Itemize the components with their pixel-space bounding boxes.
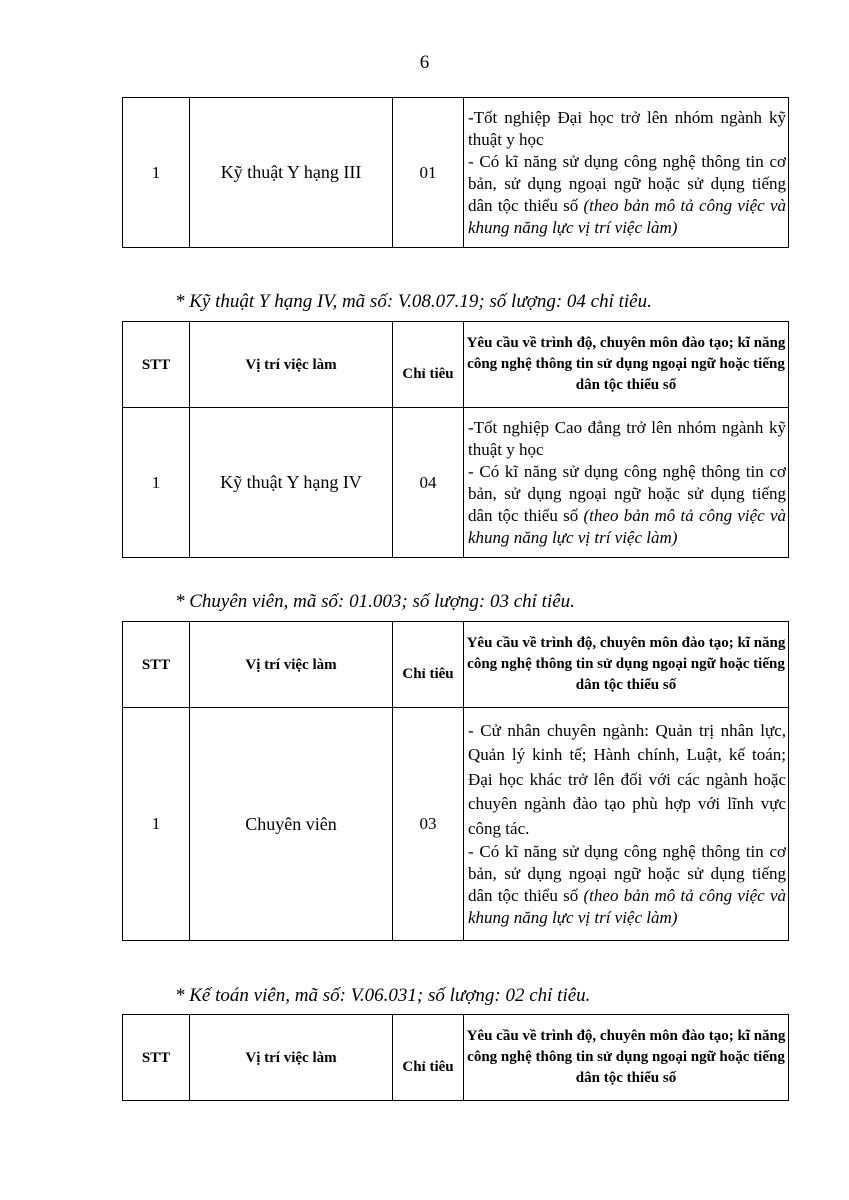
stt-cell: 1 xyxy=(123,708,190,941)
table-header-row xyxy=(123,622,789,708)
quota-cell: 01 xyxy=(393,98,464,248)
stt-cell: 1 xyxy=(123,408,190,558)
stt-cell: 1 xyxy=(123,98,190,248)
header-position: Vị trí việc làm xyxy=(190,322,393,408)
header-quota: Chỉ tiêu xyxy=(393,622,464,708)
requirement-note: (theo bản mô tả công việc và khung năng lực vị trí việc làm) xyxy=(468,886,787,928)
requirement-note: (theo bản mô tả công việc và khung năng lực vị trí việc làm) xyxy=(468,505,787,547)
requirement-degree: - Cử nhân chuyên ngành: Quản trị nhân lực, Quản lý kinh tế; Hành chính, Luật, kế toán; Đại học khác trở lên đối với các ngành hoặc chuyên ngành đào tạo phù hợp với lĩnh vực công tác. xyxy=(468,720,786,838)
requirement-degree: -Tốt nghiệp Đại học trở lên nhóm ngành kỹ thuật y học xyxy=(468,107,786,149)
requirement-skills: - Có kĩ năng sử dụng công nghệ thông tin cơ bản, sử dụng ngoại ngữ hoặc sử dụng tiếng dân tộc thiểu số (theo bản mô tả công việc và khung năng lực vị trí việc làm) xyxy=(468,461,787,547)
requirements-cell xyxy=(464,98,789,248)
header-requirements: Yêu cầu về trình độ, chuyên môn đào tạo; kĩ năng công nghệ thông tin sử dụng ngoại ngữ hoặc tiếng dân tộc thiểu số xyxy=(464,622,789,708)
header-quota: Chỉ tiêu xyxy=(393,322,464,408)
header-stt: STT xyxy=(123,322,190,408)
requirement-skills: - Có kĩ năng sử dụng công nghệ thông tin cơ bản, sử dụng ngoại ngữ hoặc sử dụng tiếng dân tộc thiểu số (theo bản mô tả công việc và khung năng lực vị trí việc làm) xyxy=(468,842,787,928)
header-requirements: Yêu cầu về trình độ, chuyên môn đào tạo; kĩ năng công nghệ thông tin sử dụng ngoại ngữ hoặc tiếng dân tộc thiểu số xyxy=(464,322,789,408)
requirement-skills: - Có kĩ năng sử dụng công nghệ thông tin cơ bản, sử dụng ngoại ngữ hoặc sử dụng tiếng dân tộc thiểu số (theo bản mô tả công việc và khung năng lực vị trí việc làm) xyxy=(468,151,787,237)
position-cell: Chuyên viên xyxy=(190,708,393,941)
header-position: Vị trí việc làm xyxy=(190,1015,393,1101)
table-header-row xyxy=(123,1015,789,1101)
section-heading-ky-thuat-y-hang-iv: * Kỹ thuật Y hạng IV, mã số: V.08.07.19; số lượng: 04 chỉ tiêu. xyxy=(175,291,652,312)
quota-cell: 04 xyxy=(393,408,464,558)
quota-cell: 03 xyxy=(393,708,464,941)
header-position: Vị trí việc làm xyxy=(190,622,393,708)
table-row xyxy=(123,708,789,941)
table-ke-toan-vien xyxy=(122,1014,789,1101)
requirement-degree: -Tốt nghiệp Cao đẳng trở lên nhóm ngành kỹ thuật y học xyxy=(468,417,786,459)
requirements-cell xyxy=(464,708,789,941)
page-number: 6 xyxy=(419,52,430,73)
header-requirements: Yêu cầu về trình độ, chuyên môn đào tạo; kĩ năng công nghệ thông tin sử dụng ngoại ngữ hoặc tiếng dân tộc thiểu số xyxy=(464,1015,789,1101)
section-heading-chuyen-vien: * Chuyên viên, mã số: 01.003; số lượng: 03 chỉ tiêu. xyxy=(175,591,575,612)
position-cell: Kỹ thuật Y hạng III xyxy=(190,98,393,248)
table-chuyen-vien xyxy=(122,621,789,941)
table-row xyxy=(123,98,789,248)
table-ky-thuat-y-hang-iii xyxy=(122,97,789,248)
requirements-cell xyxy=(464,408,789,558)
table-ky-thuat-y-hang-iv xyxy=(122,321,789,558)
requirement-note: (theo bản mô tả công việc và khung năng lực vị trí việc làm) xyxy=(468,195,787,237)
position-cell: Kỹ thuật Y hạng IV xyxy=(190,408,393,558)
section-heading-ke-toan-vien: * Kế toán viên, mã số: V.06.031; số lượng: 02 chỉ tiêu. xyxy=(175,985,591,1006)
header-stt: STT xyxy=(123,622,190,708)
table-header-row xyxy=(123,322,789,408)
header-quota: Chỉ tiêu xyxy=(393,1015,464,1101)
header-stt: STT xyxy=(123,1015,190,1101)
table-row xyxy=(123,408,789,558)
